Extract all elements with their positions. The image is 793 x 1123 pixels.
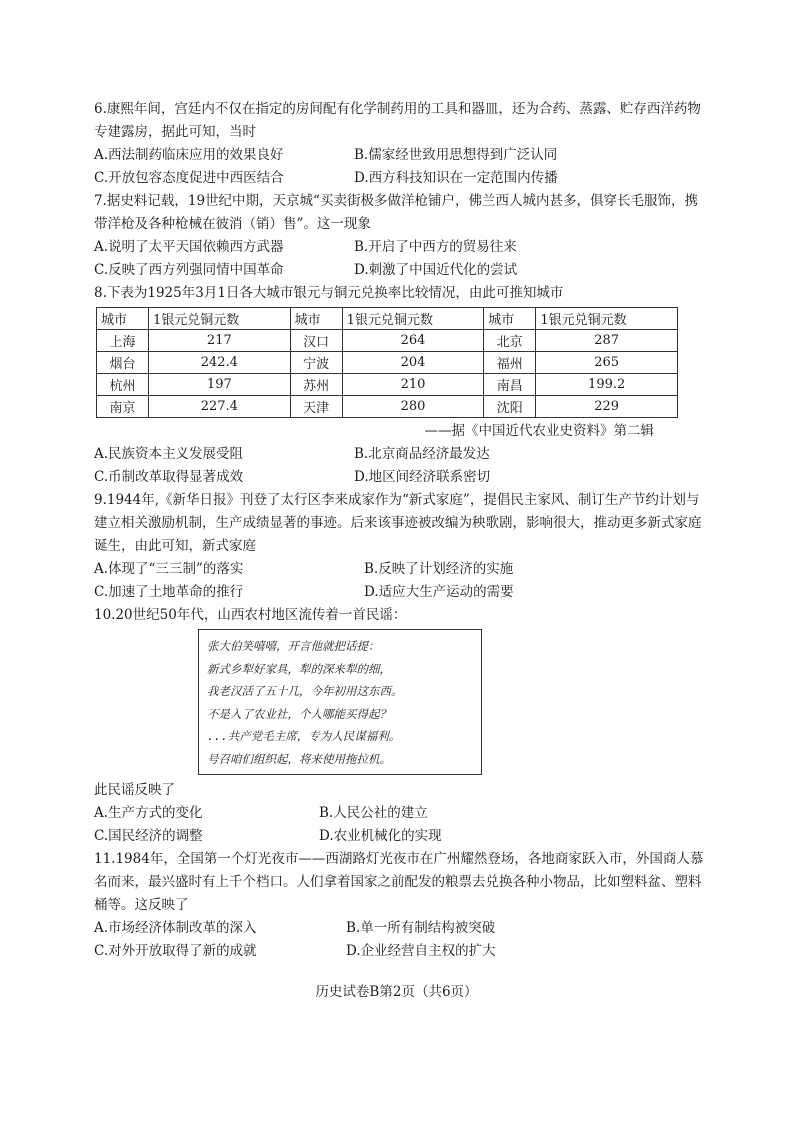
option-c: C.开放包容态度促进中西医结合 (94, 170, 284, 186)
question-stem: 10.20世纪50年代，山西农村地区流传着一首民谣： (94, 607, 407, 623)
option-d: D.刺激了中国近代化的尝试 (354, 262, 518, 278)
table-header: 城市 (290, 308, 342, 330)
table-cell: 沈阳 (484, 396, 536, 418)
table-cell: 229 (536, 396, 678, 418)
option-c: C.对外开放取得了新的成就 (94, 943, 257, 959)
table-cell: 汉口 (290, 330, 342, 352)
option-b: B.反映了计划经济的实施 (364, 561, 514, 577)
options (94, 558, 704, 604)
table-cell: 苏州 (290, 374, 342, 396)
rhyme-line: 新式乡犁好家具，犁的深来犁的细， (207, 661, 391, 676)
table-cell: 227.4 (149, 396, 291, 418)
rhyme-line: 我老汉活了五十几，今年初用这东西。 (207, 684, 403, 698)
table-header-row (97, 308, 678, 330)
option-d: D.适应大生产运动的需要 (364, 584, 514, 600)
option-c: C.反映了西方列强同情中国革命 (94, 262, 284, 278)
question-stem: 11.1984年，全国第一个灯光夜市——西湖路灯光夜市在广州耀然登场，各地商家跃入市，外国商人慕名而来，最兴盛时有上千个档口。人们拿着国家之前配发的粮票去兑换各种小物品，比如塑料盆、塑料桶等。这反映了 (94, 851, 704, 913)
table-cell: 210 (342, 374, 484, 396)
table-cell: 287 (536, 330, 678, 352)
page-footer: 历史试卷B第2页（共6页） (315, 984, 478, 1000)
option-d: D.企业经营自主权的扩大 (346, 943, 496, 959)
question-7 (94, 190, 704, 282)
option-a: A.说明了太平天国依赖西方武器 (94, 239, 284, 255)
table-cell: 197 (149, 374, 291, 396)
options (94, 917, 704, 963)
table-cell: 北京 (484, 330, 536, 352)
exam-page (94, 98, 704, 963)
table-header: 1银元兑铜元数 (342, 308, 484, 330)
option-c: C.加速了土地革命的推行 (94, 584, 244, 600)
option-d: D.西方科技知识在一定范围内传播 (354, 170, 558, 186)
options (94, 443, 704, 489)
table-header: 城市 (484, 308, 536, 330)
option-b: B.儒家经世致用思想得到广泛认同 (354, 147, 558, 163)
option-c: C.币制改革取得显著成效 (94, 469, 244, 485)
table-cell: 280 (342, 396, 484, 418)
question-6 (94, 98, 704, 190)
options (94, 236, 704, 282)
question-stem: 7.据史料记载，19世纪中期，天京城“买卖街极多做洋枪铺户，佛兰西人城内甚多，俱穿长毛服饰，携带洋枪及各种枪械在彼消（销）售”。这一现象 (94, 193, 698, 232)
question-10 (94, 604, 704, 848)
table-header: 城市 (97, 308, 149, 330)
table-cell: 福州 (484, 352, 536, 374)
option-a: A.民族资本主义发展受阻 (94, 446, 244, 462)
table-cell: 杭州 (97, 374, 149, 396)
rhyme-line: 张大伯笑嘻嘻，开言他就把话提： (207, 639, 380, 653)
table-cell: 南昌 (484, 374, 536, 396)
option-a: A.西法制药临床应用的效果良好 (94, 147, 284, 163)
table-cell: 199.2 (536, 374, 678, 396)
option-b: B.单一所有制结构被突破 (346, 920, 496, 936)
table-row (97, 330, 678, 352)
question-stem: 8.下表为1925年3月1日各大城市银元与铜元兑换率比较情况，由此可推知城市 (94, 285, 564, 301)
option-b: B.开启了中西方的贸易往来 (354, 239, 517, 255)
option-b: B.人民公社的建立 (319, 805, 428, 821)
table-header: 1银元兑铜元数 (149, 308, 291, 330)
question-8 (94, 282, 704, 489)
option-c: C.国民经济的调整 (94, 828, 203, 844)
table-source: ——据《中国近代农业史资料》第二辑 (424, 423, 654, 439)
exchange-rate-table (96, 307, 678, 418)
option-a: A.生产方式的变化 (94, 805, 203, 821)
question-11 (94, 848, 704, 963)
table-cell: 天津 (290, 396, 342, 418)
option-b: B.北京商品经济最发达 (354, 446, 490, 462)
options (94, 144, 704, 190)
option-d: D.地区间经济联系密切 (354, 469, 491, 485)
table-cell: 242.4 (149, 352, 291, 374)
rhyme-line: ...共产党毛主席，专为人民谋福利。 (207, 729, 401, 743)
question-stem: 6.康熙年间，宫廷内不仅在指定的房间配有化学制药用的工具和器皿，还为合药、蒸露、贮存西洋药物专建露房，据此可知，当时 (94, 101, 701, 140)
option-d: D.农业机械化的实现 (319, 828, 442, 844)
question-stem: 9.1944年,《新华日报》刊登了太行区李来成家作为“新式家庭”，提倡民主家风、制订生产节约计划与建立相关激励机制，生产成绩显著的事迹。后来该事迹被改编为秧歌剧，影响很大，推动更多新式家庭诞生，由此可知，新式家庭 (94, 492, 702, 554)
question-stem-continued: 此民谣反映了 (94, 782, 175, 798)
rhyme-line: 号召咱们组织起，将来使用拖拉机。 (207, 751, 391, 766)
rhyme-line: 不是入了农业社，个人哪能买得起？ (207, 706, 391, 721)
table-cell: 264 (342, 330, 484, 352)
table-cell: 烟台 (97, 352, 149, 374)
table-row (97, 352, 678, 374)
table-row (97, 396, 678, 418)
table-cell: 265 (536, 352, 678, 374)
table-header: 1银元兑铜元数 (536, 308, 678, 330)
table-cell: 宁波 (290, 352, 342, 374)
table-cell: 南京 (97, 396, 149, 418)
option-a: A.体现了“三三制”的落实 (94, 561, 244, 577)
table-cell: 204 (342, 352, 484, 374)
question-9 (94, 489, 704, 604)
table-cell: 217 (149, 330, 291, 352)
table-cell: 上海 (97, 330, 149, 352)
option-a: A.市场经济体制改革的深入 (94, 920, 257, 936)
folk-rhyme-box (198, 629, 482, 775)
options (94, 802, 704, 848)
table-row (97, 374, 678, 396)
